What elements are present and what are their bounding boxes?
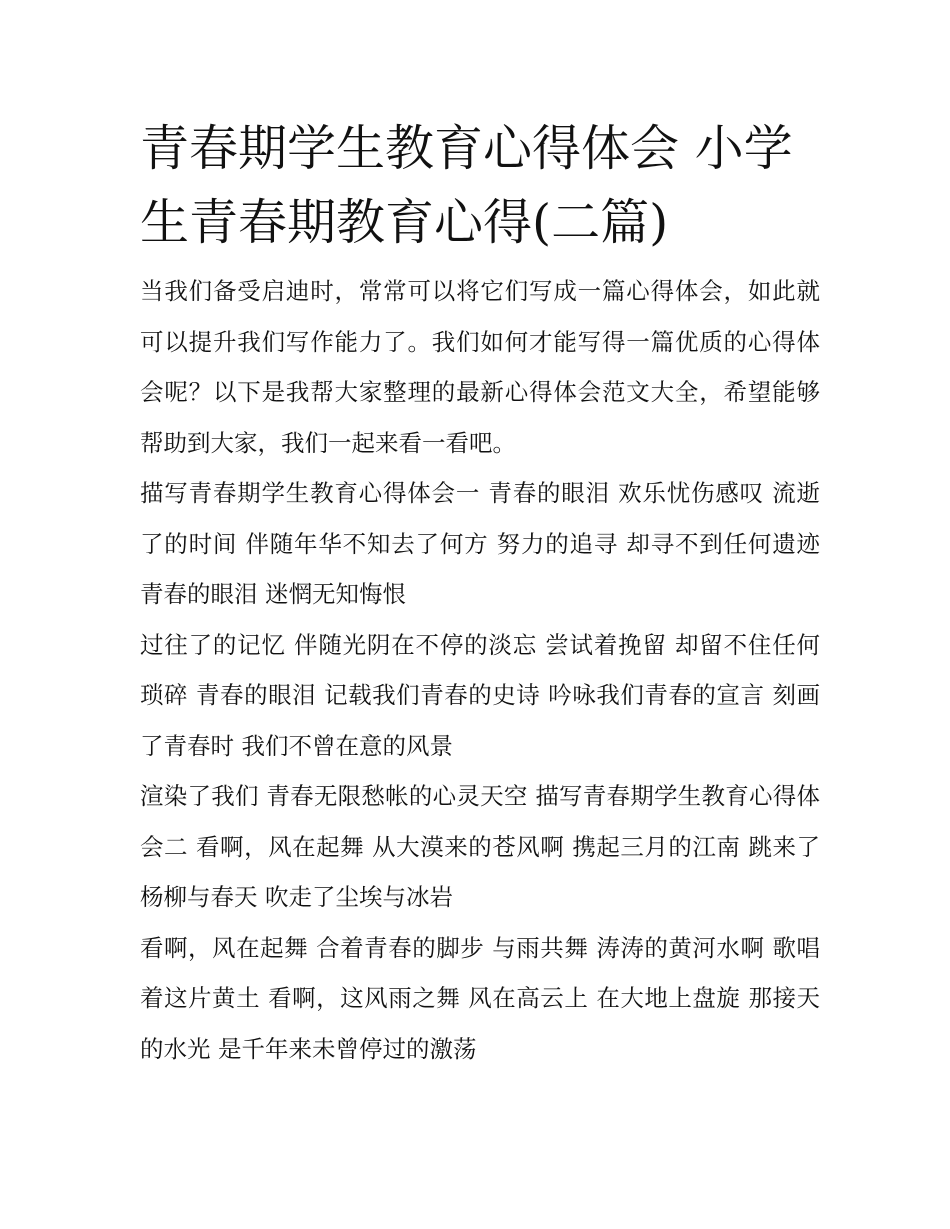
paragraph-intro: 当我们备受启迪时，常常可以将它们写成一篇心得体会，如此就可以提升我们写作能力了。我们如何才能写得一篇优质的心得体会呢？以下是我帮大家整理的最新心得体会范文大全，希望能够帮助到大家，我们一起来看一看吧。 [140, 277, 820, 457]
document-body [140, 112, 820, 1074]
paragraph-3: 渲染了我们 青春无限愁帐的心灵天空 描写青春期学生教育心得体会二 看啊，风在起舞 从大漠来的苍风啊 携起三月的江南 跳来了杨柳与春天 吹走了尘埃与冰岩 [140, 782, 820, 911]
paragraph-1: 描写青春期学生教育心得体会一 青春的眼泪 欢乐忧伤感叹 流逝了的时间 伴随年华不知去了何方 努力的追寻 却寻不到任何遗迹 青春的眼泪 迷惘无知悔恨 [140, 479, 820, 608]
paragraph-2: 过往了的记忆 伴随光阴在不停的淡忘 尝试着挽留 却留不住任何琐碎 青春的眼泪 记载我们青春的史诗 吟咏我们青春的宣言 刻画了青春时 我们不曾在意的风景 [140, 630, 820, 760]
paragraph-4: 看啊，风在起舞 合着青春的脚步 与雨共舞 涛涛的黄河水啊 歌唱着这片黄土 看啊，这风雨之舞 风在高云上 在大地上盘旋 那接天的水光 是千年来未曾停过的激荡 [140, 933, 820, 1063]
document-title: 青春期学生教育心得体会 小学生青春期教育心得(二篇) [140, 120, 793, 251]
